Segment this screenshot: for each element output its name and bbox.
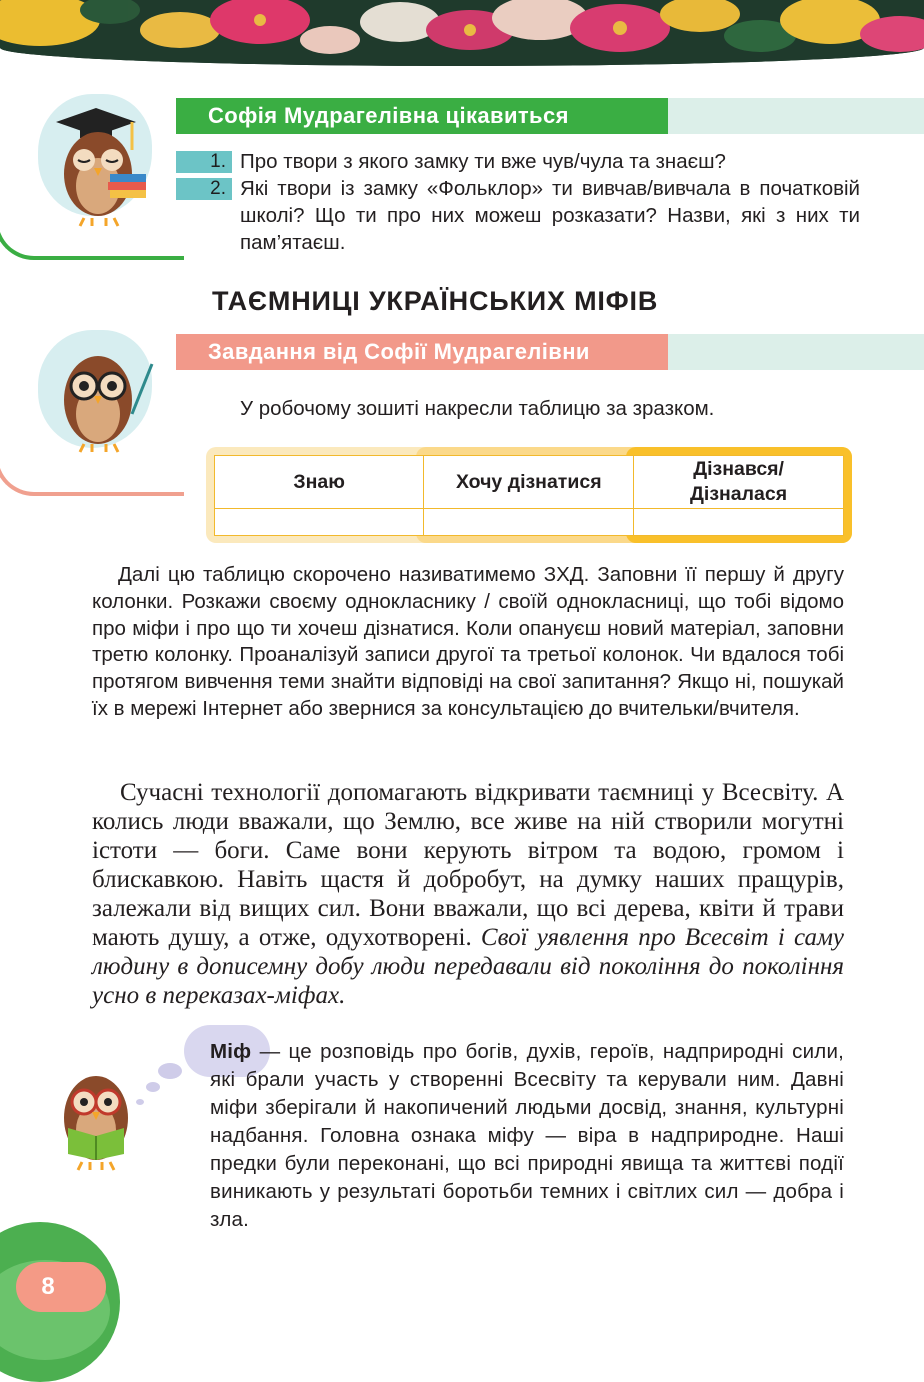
question-list: [176, 148, 876, 256]
column-header-want: Хочу дізнатися: [424, 456, 634, 509]
list-item: [176, 175, 876, 256]
owl-pointer-icon: [40, 334, 160, 464]
myth-term: Міф: [210, 1040, 252, 1063]
flowers-banner: [0, 0, 924, 66]
question-text: Які твори із замку «Фольклор» ти вивчав/вивчала в початковій школі? Що ти про них можеш розказати? Назви, які з них ти пам’ятаєш.: [240, 177, 860, 254]
myth-intro-paragraph: [92, 778, 844, 1010]
question-number: 1.: [176, 151, 232, 173]
task-text: У робочому зошиті накресли таблицю за зразком.: [240, 397, 715, 420]
myth-definition: [210, 1038, 844, 1234]
page-number: 8: [41, 1273, 55, 1300]
interest-heading: Софія Мудрагелівна цікавиться: [176, 98, 924, 134]
instructions-paragraph: Далі цю таблицю скорочено називатимемо ЗХД. Заповни її першу й другу колонки. Розкажи своєму однокласнику / своїй однокласниці, що тобі відомо про міфи і про що ти хочеш дізнатися. Коли опануєш новий матеріал, заповни третю колонку. Проаналізуй записи другої та третьої колонок. Чи вдалося тобі протягом вивчення теми знайти відповіді на свої запитання? Якщо ні, пошукай їх в мережі Інтернет або звернися за консультацією до вчительки/вчителя.: [92, 563, 844, 720]
page-title: ТАЄМНИЦІ УКРАЇНСЬКИХ МІФІВ: [212, 286, 659, 316]
kwl-table-wrap: [206, 447, 852, 543]
column-header-know: Знаю: [215, 456, 424, 509]
intro-italic: Свої уявлення про Всесвіт і саму людину в дописемну добу люди передавали від покоління до покоління усно в переказах-міфах.: [92, 924, 845, 1009]
table-cell: [215, 509, 424, 536]
list-item: [176, 148, 876, 175]
owl-graduate-icon: [36, 94, 156, 234]
intro-text: Сучасні технології допомагають відкривати таємниці у Всесвіту. А колись люди вважали, що Землю, все живе на ній створили могутні істоти — боги. Саме вони керують вітром та водою, громом і блискавкою. Навіть щастя й добробут, на думку наших пращурів, залежали від вищих сил. Вони вважали, що всі дерева, квіти й трави мають душу, а отже, одухотворені.: [92, 779, 844, 951]
question-number: 2.: [176, 178, 232, 200]
table-cell: [424, 509, 634, 536]
kwl-table: [214, 455, 844, 536]
question-text: Про твори з якого замку ти вже чув/чула та знаєш?: [240, 150, 726, 173]
thought-bubble-dot: [158, 1063, 182, 1079]
table-cell: [634, 509, 844, 536]
myth-definition-text: — це розповідь про богів, духів, героїв, надприродні сили, які брали участь у створенні Всесвіту та керували ним. Давні міфи зберігали й накопичений людьми досвід, знання, культурні надбання. Головна ознака міфу — віра в надприродне. Наші предки були переконані, що всі природні явища та життєві події виникають у результаті боротьби темних і світлих сил — добра і зла.: [210, 1040, 844, 1231]
column-header-learned: Дізнався/ Дізналася: [634, 456, 844, 509]
task-heading: Завдання від Софії Мудрагелівни: [176, 334, 924, 370]
owl-reading-icon: [52, 1058, 140, 1178]
thought-bubble-dot: [146, 1082, 160, 1092]
